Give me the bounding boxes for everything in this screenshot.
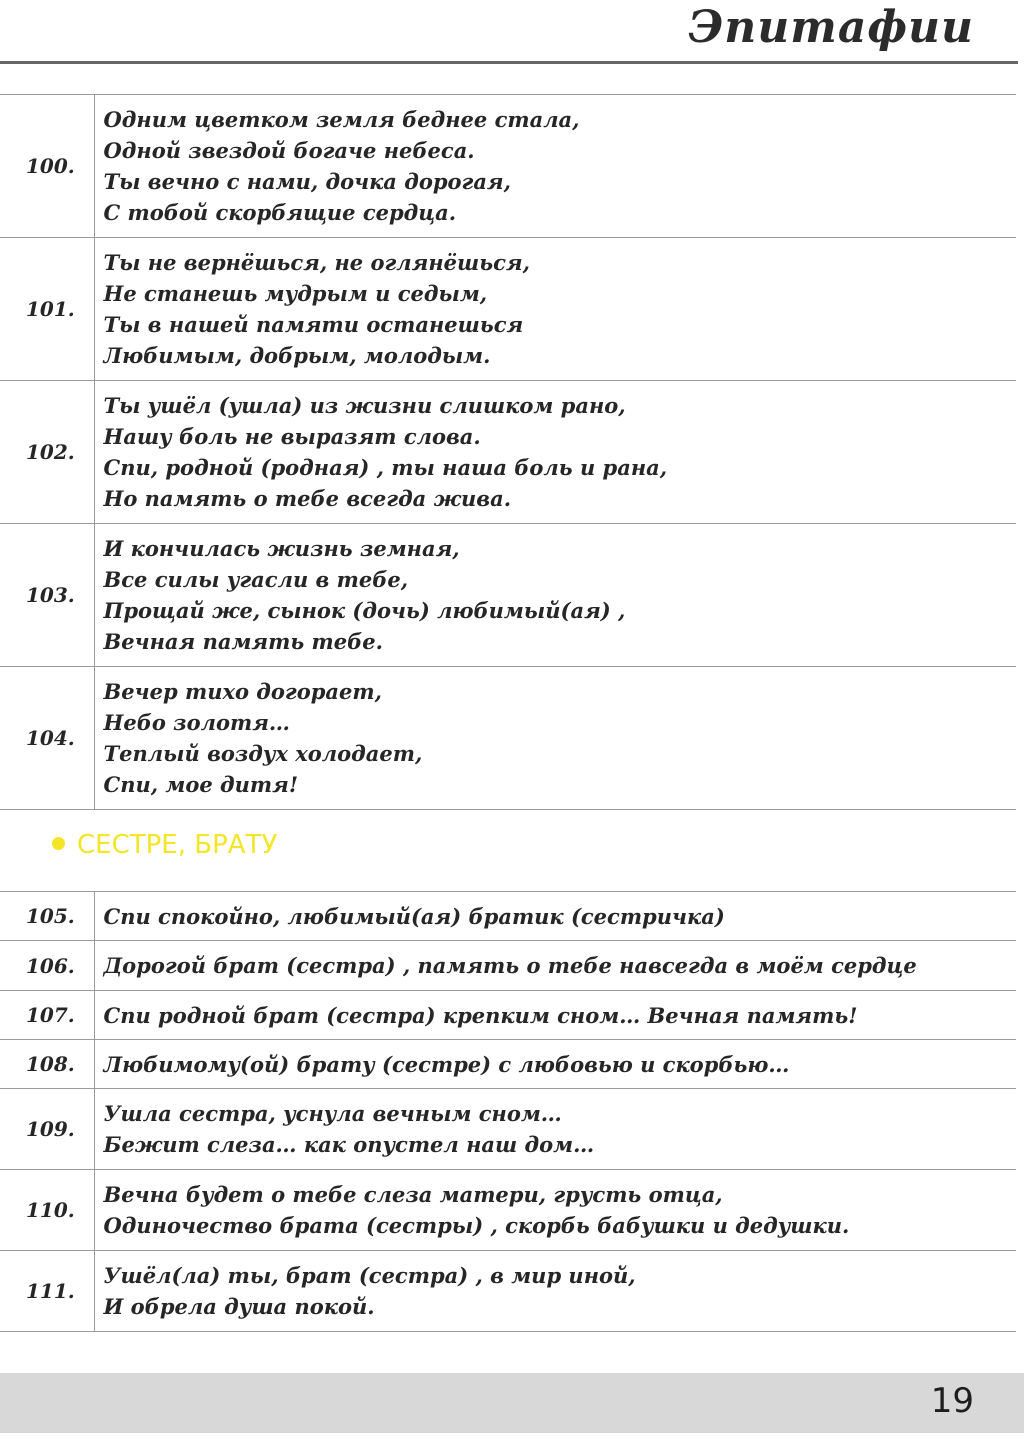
header-rule — [0, 61, 1018, 64]
epitaph-line: Любимому(ой) брату (сестре) с любовью и скорбью… — [103, 1051, 790, 1077]
epitaph-line: Прощай же, сынок (дочь) любимый(ая) , — [103, 598, 626, 623]
table-row — [0, 524, 1016, 667]
epitaph-text — [94, 1170, 1016, 1251]
epitaph-line: И кончилась жизнь земная, — [103, 536, 460, 561]
epitaph-table — [0, 94, 1016, 810]
epitaph-number: 107. — [0, 991, 94, 1040]
table-row — [0, 1040, 1016, 1089]
bullet-icon — [52, 837, 65, 850]
page-title: Эпитафии — [688, 2, 974, 53]
epitaph-text — [94, 238, 1016, 381]
epitaph-line: Ушла сестра, уснула вечным сном… — [103, 1101, 562, 1126]
table-row — [0, 941, 1016, 991]
epitaph-line: Ты ушёл (ушла) из жизни слишком рано, — [103, 393, 626, 418]
epitaph-line: Ты не вернёшься, не оглянёшься, — [103, 250, 530, 275]
epitaph-line: Вечна будет о тебе слеза матери, грусть отца, — [103, 1182, 723, 1207]
epitaph-number: 111. — [0, 1251, 94, 1332]
epitaph-line: Одной звездой богаче небеса. — [103, 138, 475, 163]
epitaph-text — [94, 1251, 1016, 1332]
epitaph-number: 100. — [0, 95, 94, 238]
table-row — [0, 381, 1016, 524]
section-heading-label: СЕСТРЕ, БРАТУ — [77, 830, 278, 860]
epitaph-number: 110. — [0, 1170, 94, 1251]
table-row — [0, 238, 1016, 381]
table-row — [0, 95, 1016, 238]
epitaph-line: С тобой скорбящие сердца. — [103, 200, 457, 225]
epitaph-line: Не станешь мудрым и седым, — [103, 281, 488, 306]
epitaph-line: Ты в нашей памяти останешься — [103, 312, 524, 337]
page-header — [0, 0, 1024, 66]
epitaph-number: 109. — [0, 1089, 94, 1170]
epitaph-line: Дорогой брат (сестра) , память о тебе навсегда в моём сердце — [103, 953, 917, 978]
epitaph-line: Бежит слеза… как опустел наш дом… — [103, 1132, 595, 1157]
epitaph-text — [94, 1040, 1016, 1089]
epitaph-line: Спи спокойно, любимый(ая) братик (сестричка) — [103, 903, 725, 929]
epitaph-line: Любимым, добрым, молодым. — [103, 343, 491, 368]
epitaph-text — [94, 667, 1016, 810]
epitaph-text — [94, 892, 1016, 941]
epitaph-number: 101. — [0, 238, 94, 381]
epitaph-text — [94, 991, 1016, 1040]
epitaph-number: 103. — [0, 524, 94, 667]
epitaph-number: 102. — [0, 381, 94, 524]
epitaph-number: 105. — [0, 892, 94, 941]
epitaph-number: 104. — [0, 667, 94, 810]
epitaph-text — [94, 95, 1016, 238]
table-row — [0, 991, 1016, 1040]
section-heading — [52, 830, 277, 860]
epitaph-line: Спи, мое дитя! — [103, 772, 299, 797]
epitaph-line: Ты вечно с нами, дочка дорогая, — [103, 169, 511, 194]
epitaph-text — [94, 941, 1016, 991]
epitaph-line: Вечная память тебе. — [103, 629, 383, 654]
epitaph-line: Спи родной брат (сестра) крепким сном… Вечная память! — [103, 1002, 858, 1028]
epitaph-line: Небо золотя… — [103, 710, 290, 735]
table-row — [0, 1089, 1016, 1170]
epitaph-number: 108. — [0, 1040, 94, 1089]
epitaph-line: Спи, родной (родная) , ты наша боль и рана, — [103, 455, 668, 480]
table-row — [0, 1170, 1016, 1251]
epitaph-line: Все силы угасли в тебе, — [103, 567, 409, 592]
epitaph-line: Теплый воздух холодает, — [103, 741, 423, 766]
table-row — [0, 667, 1016, 810]
epitaph-line: Нашу боль не выразят слова. — [103, 424, 481, 449]
epitaph-table — [0, 891, 1016, 1332]
epitaph-text — [94, 1089, 1016, 1170]
epitaph-line: Вечер тихо догорает, — [103, 679, 382, 704]
epitaph-line: И обрела душа покой. — [103, 1294, 375, 1319]
epitaph-line: Ушёл(ла) ты, брат (сестра) , в мир иной, — [103, 1263, 636, 1288]
epitaph-text — [94, 524, 1016, 667]
page-footer — [0, 1373, 1024, 1433]
epitaph-line: Одним цветком земля беднее стала, — [103, 107, 580, 132]
epitaph-line: Одиночество брата (сестры) , скорбь бабушки и дедушки. — [103, 1213, 850, 1238]
epitaph-text — [94, 381, 1016, 524]
epitaph-line: Но память о тебе всегда жива. — [103, 486, 512, 511]
table-row — [0, 1251, 1016, 1332]
table-row — [0, 892, 1016, 941]
page-number: 19 — [930, 1381, 974, 1421]
epitaph-number: 106. — [0, 941, 94, 991]
